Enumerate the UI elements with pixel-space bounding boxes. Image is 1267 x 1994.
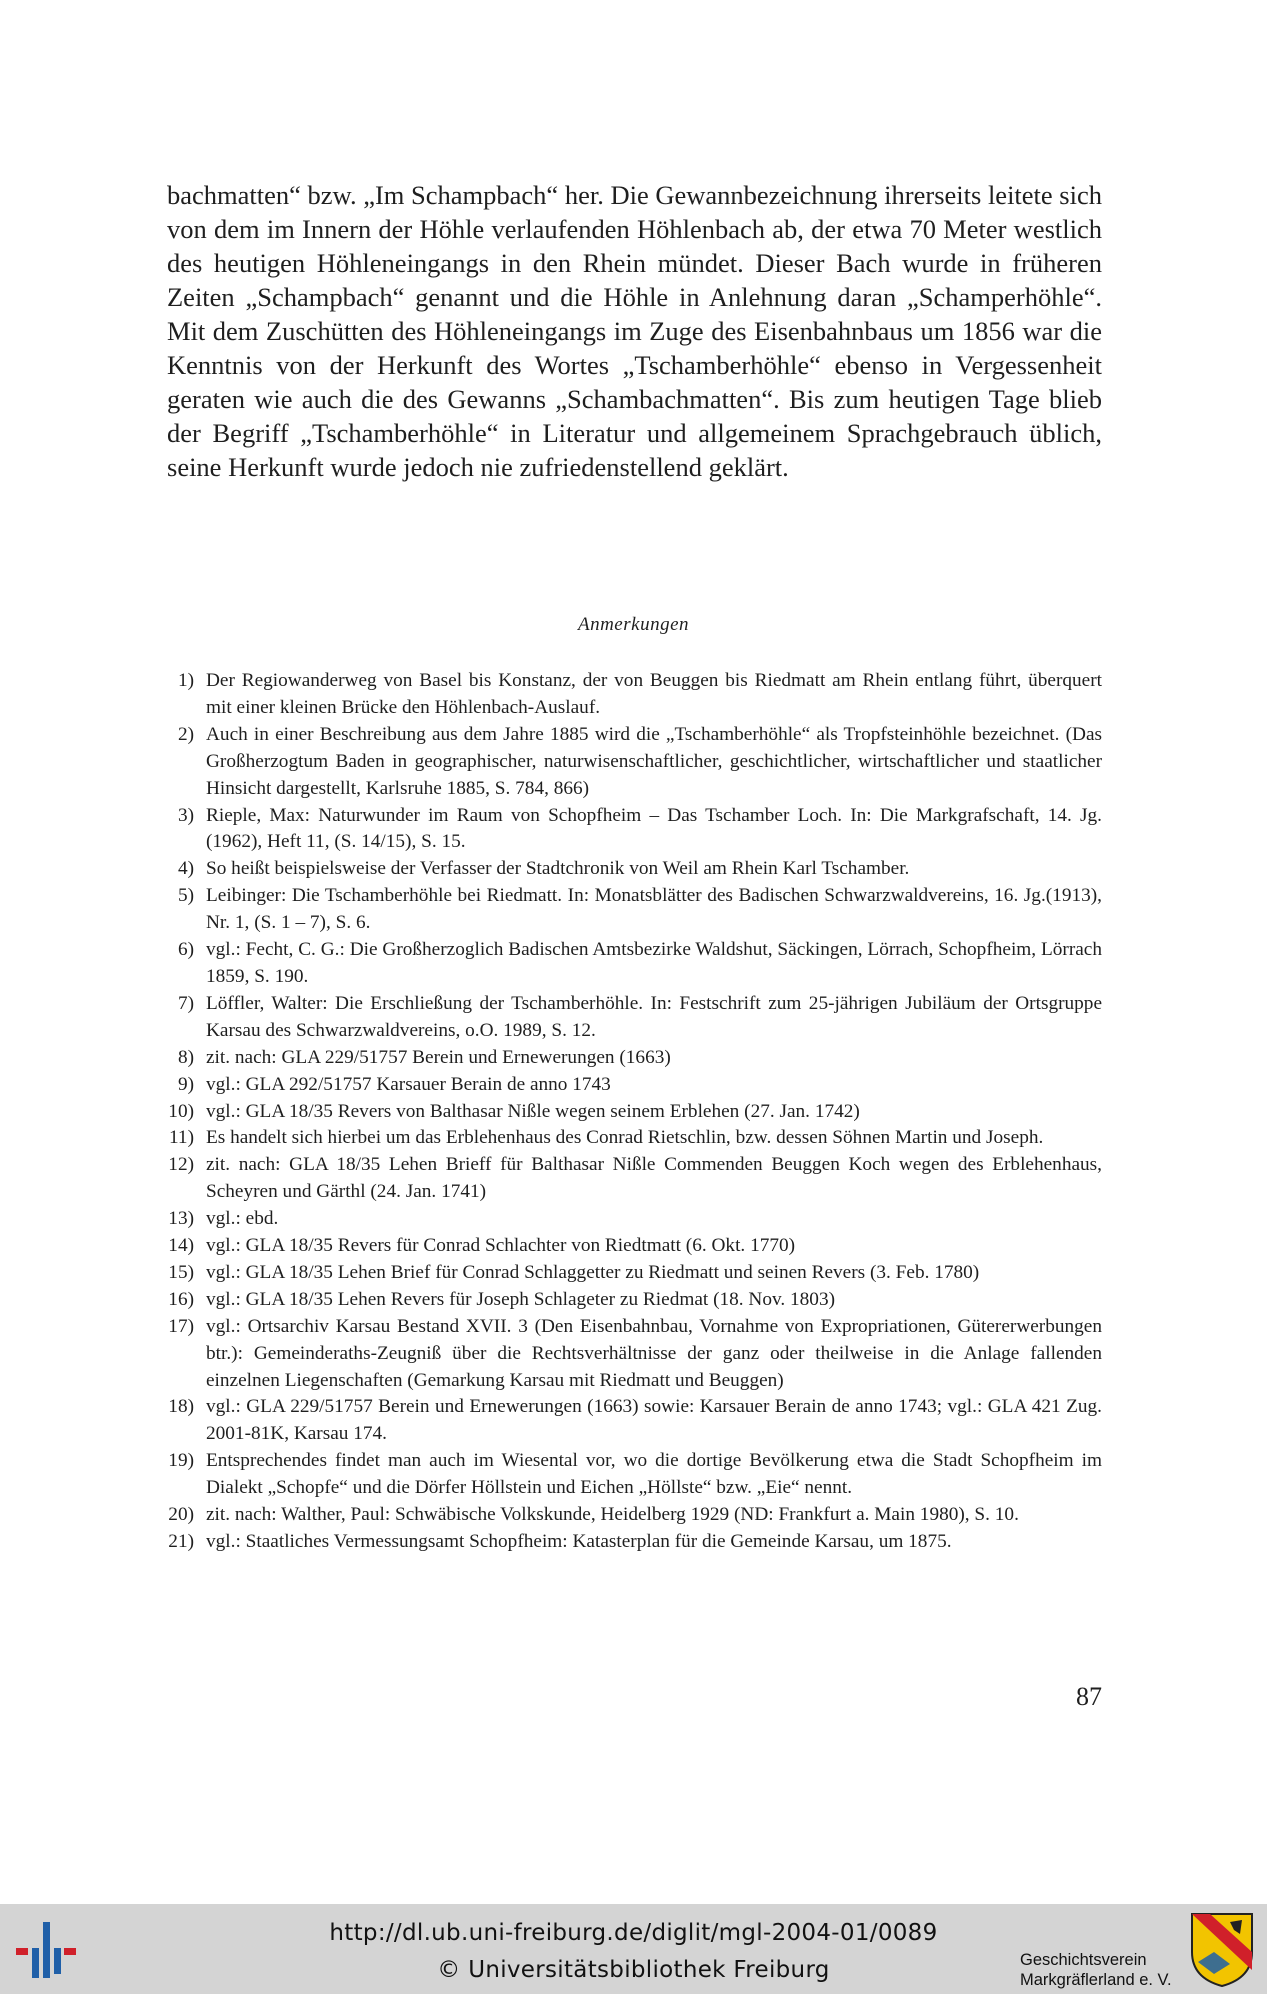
footnote-text: vgl.: GLA 18/35 Lehen Revers für Joseph Schlageter zu Riedmat (18. Nov. 1803) — [206, 1288, 836, 1310]
footnote-item — [158, 1394, 1102, 1448]
footnote-number: 1) — [177, 670, 194, 691]
footnote-text: vgl.: ebd. — [206, 1208, 279, 1230]
footnote-item — [158, 1206, 1102, 1233]
footnote-number: 11) — [169, 1127, 194, 1149]
footnotes-list — [158, 668, 1102, 1556]
footnote-item — [158, 1045, 1102, 1072]
footnote-number: 6) — [177, 939, 194, 961]
footnote-text: vgl.: GLA 229/51757 Berein und Ernewerungen (1663) sowie: Karsauer Berain de anno 1743; vgl.: GLA 421 Zug. 2001-81K, Karsau 174. — [206, 1396, 1102, 1445]
footnote-text: Es handelt sich hierbei um das Erblehenhaus des Conrad Rietschlin, bzw. dessen Söhnen Martin und Joseph. — [206, 1127, 1044, 1149]
library-footer — [0, 1904, 1267, 1994]
footnote-item — [158, 1529, 1102, 1556]
society-name — [1020, 1950, 1180, 1990]
footnote-item — [158, 1448, 1102, 1502]
footnote-item — [158, 722, 1102, 803]
footnote-item — [158, 856, 1102, 883]
footnote-number: 21) — [168, 1531, 194, 1552]
footnote-item — [158, 1287, 1102, 1314]
footnote-item — [158, 1125, 1102, 1152]
footnote-text: zit. nach: GLA 229/51757 Berein und Ernewerungen (1663) — [206, 1046, 671, 1068]
footnote-item — [158, 1233, 1102, 1260]
footnote-text: Leibinger: Die Tschamberhöhle bei Riedmatt. In: Monatsblätter des Badischen Schwarzwaldvereins, 16. Jg.(1913), Nr. 1, (S. 1 – 7), S. 6. — [206, 885, 1102, 934]
coat-of-arms-icon — [1190, 1912, 1254, 1988]
society-name-line: Geschichtsverein — [1020, 1951, 1147, 1969]
footnote-item — [158, 991, 1102, 1045]
footnote-number: 9) — [177, 1073, 194, 1095]
footnote-item — [158, 1152, 1102, 1206]
footnote-item — [158, 1072, 1102, 1099]
notes-heading: Anmerkungen — [577, 614, 690, 635]
footnote-text: vgl.: GLA 18/35 Revers von Balthasar Nißle wegen seinem Erblehen (27. Jan. 1742) — [206, 1100, 860, 1122]
footer-url-link[interactable]: http://dl.ub.uni-freiburg.de/diglit/mgl-2004-01/0089 — [329, 1920, 938, 1946]
footnote-text: vgl.: GLA 292/51757 Karsauer Berain de anno 1743 — [206, 1073, 611, 1095]
footnote-number: 7) — [177, 992, 194, 1014]
footnote-item — [158, 1260, 1102, 1287]
footnote-text: vgl.: Fecht, C. G.: Die Großherzoglich Badischen Amtsbezirke Waldshut, Säckingen, Lörrach, Schopfheim, Lörrach 1859, S. 190. — [206, 939, 1102, 987]
footnote-text: Rieple, Max: Naturwunder im Raum von Schopfheim – Das Tschamber Loch. In: Die Markgrafschaft, 14. Jg.(1962), Heft 11, (S. 14/15), S. 15. — [206, 804, 1102, 853]
footnote-text: zit. nach: GLA 18/35 Lehen Brieff für Balthasar Nißle Commenden Beuggen Koch wegen des Erblehenhaus, Scheyren und Gärthl (24. Jan. 1741) — [206, 1154, 1102, 1203]
body-paragraph: bachmatten“ bzw. „Im Schampbach“ her. Die Gewannbezeichnung ihrerseits leitete sich von dem im Innern der Höhle verlaufenden Höhlenbach ab, der etwa 70 Meter westlich des heutigen Höhleneingangs in den Rhein mündet. Dieser Bach wurde in früheren Zeiten „Schampbach“ genannt und die Höhle in Anlehnung daran „Schamperhöhle“. Mit dem Zuschütten des Höhleneingangs im Zuge des Eisenbahnbaus um 1856 war die Kenntnis von der Herkunft des Wortes „Tschamberhöhle“ ebenso in Vergessenheit geraten wie auch die des Gewanns „Schambachmatten“. Bis zum heutigen Tage blieb der Begriff „Tschamberhöhle“ in Literatur und allgemeinem Sprachgebrauch üblich, seine Herkunft wurde jedoch nie zufriedenstellend geklärt. — [167, 180, 1102, 482]
footnote-number: 8) — [177, 1046, 194, 1068]
footnote-item — [158, 1099, 1102, 1126]
footnote-item — [158, 1314, 1102, 1395]
footnote-number: 3) — [177, 804, 194, 826]
footnote-number: 16) — [168, 1288, 194, 1310]
footnote-number: 5) — [177, 885, 194, 907]
footnote-text: vgl.: Staatliches Vermessungsamt Schopfheim: Katasterplan für die Gemeinde Karsau, um 1875. — [206, 1531, 952, 1552]
footnote-item — [158, 803, 1102, 857]
footnote-text: Löffler, Walter: Die Erschließung der Tschamberhöhle. In: Festschrift zum 25-jährigen Jubiläum der Ortsgruppe Karsau des Schwarzwaldvereins, o.O. 1989, S. 12. — [206, 992, 1102, 1041]
footnote-text: Entsprechendes findet man auch im Wiesental vor, wo die dortige Bevölkerung etwa die Stadt Schopfheim im Dialekt „Schopfe“ und die Dörfer Höllstein und Eichen „Höllste“ bzw. „Eie“ nennt. — [206, 1450, 1102, 1499]
footnote-number: 14) — [168, 1235, 194, 1257]
footnote-item — [158, 937, 1102, 991]
footnote-text: So heißt beispielsweise der Verfasser der Stadtchronik von Weil am Rhein Karl Tschamber. — [206, 858, 910, 880]
footnote-text: Auch in einer Beschreibung aus dem Jahre 1885 wird die „Tschamberhöhle“ als Tropfsteinhöhle bezeichnet. (Das Großherzogtum Baden in geographischer, naturwisenschaftlicher, geschichtlicher, wirtschaftlicher und staatlicher Hinsicht dargestellt, Karlsruhe 1885, S. 784, 866) — [206, 723, 1102, 799]
footnote-text: vgl.: GLA 18/35 Lehen Brief für Conrad Schlaggetter zu Riedmatt und seinen Revers (3. Feb. 1780) — [206, 1261, 980, 1283]
footnote-item — [158, 883, 1102, 937]
footnote-number: 4) — [177, 858, 194, 880]
footnote-text: Der Regiowanderweg von Basel bis Konstanz, der von Beuggen bis Riedmatt am Rhein entlang führt, überquert mit einer kleinen Brücke den Höhlenbach-Auslauf. — [206, 670, 1102, 718]
footnote-number: 12) — [168, 1154, 194, 1176]
footnote-number: 20) — [168, 1504, 194, 1526]
footnote-text: zit. nach: Walther, Paul: Schwäbische Volkskunde, Heidelberg 1929 (ND: Frankfurt a. Main 1980), S. 10. — [206, 1504, 1019, 1526]
footnote-number: 13) — [168, 1208, 194, 1230]
footnote-number: 17) — [168, 1315, 194, 1337]
footnote-text: vgl.: Ortsarchiv Karsau Bestand XVII. 3 (Den Eisenbahnbau, Vornahme von Expropriationen, Gütererwerbungen btr.): Gemeinderaths-Zeugniß über die Rechtsverhältnisse der ganz oder theilweise in die Anlage fallenden einzelnen Liegenschaften (Gemarkung Karsau mit Riedmatt und Beuggen) — [206, 1315, 1102, 1391]
footnote-number: 2) — [177, 723, 194, 745]
footnote-item — [158, 1502, 1102, 1529]
footnote-number: 19) — [168, 1450, 194, 1472]
footnote-number: 10) — [168, 1100, 194, 1122]
footnote-number: 18) — [168, 1396, 194, 1418]
page-number: 87 — [1076, 1682, 1102, 1711]
footnote-item — [158, 668, 1102, 722]
society-name-line: Markgräflerland e. V. — [1020, 1971, 1172, 1989]
footnote-number: 15) — [168, 1261, 194, 1283]
footnote-text: vgl.: GLA 18/35 Revers für Conrad Schlachter von Riedtmatt (6. Okt. 1770) — [206, 1235, 796, 1257]
footer-copyright: © Universitätsbibliothek Freiburg — [437, 1957, 830, 1983]
